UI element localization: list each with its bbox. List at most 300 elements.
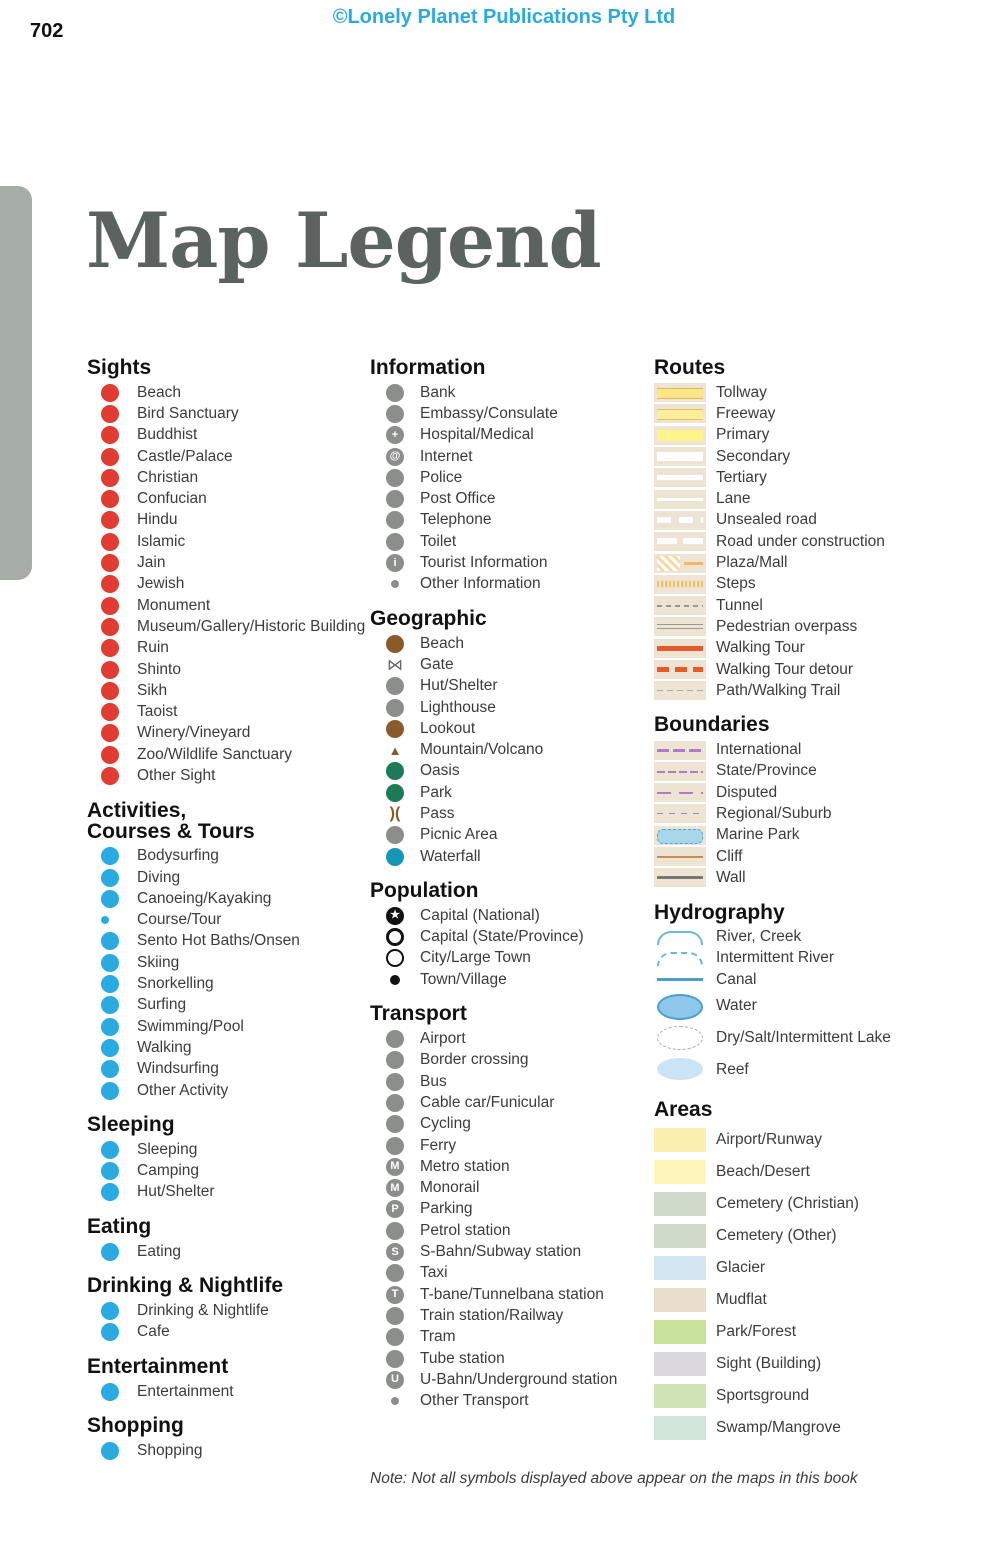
- legend-label: Petrol station: [420, 1221, 511, 1239]
- legend-label: Cemetery (Christian): [716, 1195, 859, 1213]
- other-sight-icon: [87, 767, 137, 785]
- legend-item-ruin: [87, 638, 372, 659]
- legend-item-dry-salt-intermittent-lake: [654, 1022, 939, 1054]
- jain-icon: [87, 554, 137, 572]
- section-heading-activities: [87, 797, 372, 846]
- petrol-station-icon: [370, 1222, 420, 1240]
- legend-label: Park/Forest: [716, 1323, 797, 1341]
- legend-label: Toilet: [420, 532, 457, 550]
- section-heading-text: Shopping: [87, 1414, 184, 1438]
- legend-label: Regional/Suburb: [716, 804, 832, 822]
- legend-label: Capital (State/Province): [420, 928, 584, 946]
- legend-item-zoo-wildlife-sanctuary: [87, 744, 372, 765]
- legend-label: Cliff: [716, 847, 743, 865]
- legend-item-glacier: [654, 1252, 939, 1284]
- legend-label: Hindu: [137, 511, 178, 529]
- police-icon: [370, 469, 420, 487]
- unsealed-road-swatch: [654, 511, 706, 530]
- legend-label: Marine Park: [716, 826, 800, 844]
- legend-label: Swimming/Pool: [137, 1017, 244, 1035]
- legend-item-snorkelling: [87, 973, 372, 994]
- legend-item-shinto: [87, 659, 372, 680]
- bird-sanctuary-icon: [87, 405, 137, 423]
- section-heading-text: Information: [370, 356, 486, 379]
- legend-label: U-Bahn/Underground station: [420, 1370, 618, 1388]
- legend-label: Winery/Vineyard: [137, 724, 251, 742]
- legend-label: Hut/Shelter: [420, 677, 498, 695]
- legend-label: Taoist: [137, 703, 178, 721]
- legend-label: Embassy/Consulate: [420, 404, 558, 422]
- legend-item-diving: [87, 867, 372, 888]
- legend-label: Islamic: [137, 532, 186, 550]
- legend-item-bank: [370, 382, 655, 403]
- bank-icon: [370, 384, 420, 402]
- legend-label: Eating: [137, 1242, 181, 1260]
- monorail-icon: M: [370, 1179, 420, 1197]
- metro-station-icon: M: [370, 1158, 420, 1176]
- side-tab: [0, 186, 32, 580]
- legend-item-other-activity: [87, 1080, 372, 1101]
- section-heading-drinking-nightlife: [87, 1272, 372, 1300]
- sento-hot-baths-onsen-icon: [87, 932, 137, 950]
- legend-label: Picnic Area: [420, 826, 498, 844]
- diving-icon: [87, 869, 137, 887]
- section-heading-boundaries: [654, 711, 939, 739]
- airport-runway-swatch: [654, 1128, 706, 1152]
- legend-label: Skiing: [137, 953, 180, 971]
- section-heading-text: Entertainment: [87, 1354, 229, 1378]
- legend-item-walking: [87, 1037, 372, 1058]
- legend-label: Airport: [420, 1030, 466, 1048]
- toilet-icon: [370, 533, 420, 551]
- legend-label: Bus: [420, 1072, 447, 1090]
- legend-item-hindu: [87, 510, 372, 531]
- legend-label: Glacier: [716, 1259, 766, 1277]
- buddhist-icon: [87, 426, 137, 444]
- legend-label: Steps: [716, 575, 756, 593]
- legend-item-ferry: [370, 1135, 655, 1156]
- legend-item-steps: [654, 574, 939, 595]
- sleeping-icon: [87, 1141, 137, 1159]
- legend-item-canoeing-kayaking: [87, 888, 372, 909]
- legend-item-u-bahn-underground-station: [370, 1369, 655, 1390]
- section-heading-text: Areas: [654, 1098, 713, 1122]
- legend-label: Other Transport: [420, 1392, 529, 1410]
- monument-icon: [87, 597, 137, 615]
- legend-item-town-village: [370, 969, 655, 990]
- legend-label: Gate: [420, 655, 454, 673]
- legend-item-beach-desert: [654, 1156, 939, 1188]
- legend-label: Tunnel: [716, 596, 763, 614]
- zoo-wildlife-sanctuary-icon: [87, 746, 137, 764]
- legend-item-lane: [654, 488, 939, 509]
- legend-label: Waterfall: [420, 847, 481, 865]
- copyright-notice: ©Lonely Planet Publications Pty Ltd: [332, 6, 676, 28]
- lane-swatch: [654, 490, 706, 509]
- section-heading-text: Sights: [87, 356, 152, 379]
- legend-item-water: [654, 990, 939, 1022]
- legend-label: Bodysurfing: [137, 847, 219, 865]
- u-bahn-underground-station-icon: U: [370, 1371, 420, 1389]
- legend-label: Drinking & Nightlife: [137, 1302, 269, 1320]
- hindu-icon: [87, 511, 137, 529]
- legend-item-museum-gallery-historic-building: [87, 616, 372, 637]
- legend-item-capital-national: [370, 905, 655, 926]
- waterfall-icon: [370, 848, 420, 866]
- section-heading-text: Population: [370, 879, 479, 903]
- museum-gallery-historic-building-icon: [87, 618, 137, 636]
- legend-label: Lane: [716, 490, 751, 508]
- shinto-icon: [87, 661, 137, 679]
- legend-label: Bank: [420, 383, 456, 401]
- legend-item-entertainment: [87, 1381, 372, 1402]
- legend-label: Other Information: [420, 575, 541, 593]
- footnote: Note: Not all symbols displayed above appear on the maps in this book: [370, 1470, 858, 1487]
- section-heading-text: Routes: [654, 356, 726, 379]
- marine-park-swatch: [654, 826, 706, 845]
- legend-label: Shinto: [137, 660, 181, 678]
- canal-swatch: [654, 970, 706, 989]
- international-swatch: [654, 741, 706, 760]
- legend-item-state-province: [654, 761, 939, 782]
- gate-icon: ⋈: [387, 656, 403, 674]
- legend-item-police: [370, 467, 655, 488]
- legend-item-eating: [87, 1241, 372, 1262]
- legend-label: Monument: [137, 596, 211, 614]
- steps-swatch: [654, 575, 706, 594]
- legend-item-lookout: [370, 718, 655, 739]
- telephone-icon: [370, 511, 420, 529]
- legend-label: Castle/Palace: [137, 447, 233, 465]
- legend-column-2: [370, 354, 655, 1412]
- legend-label: Intermittent River: [716, 949, 835, 967]
- legend-label: Cable car/Funicular: [420, 1093, 555, 1111]
- section-heading-sights: [87, 354, 372, 382]
- legend-item-t-bane-tunnelbana-station: [370, 1284, 655, 1305]
- legend-label: Zoo/Wildlife Sanctuary: [137, 745, 293, 763]
- legend-label: Other Sight: [137, 766, 216, 784]
- legend-label: City/Large Town: [420, 949, 531, 967]
- legend-label: Cemetery (Other): [716, 1227, 837, 1245]
- legend-item-pedestrian-overpass: [654, 616, 939, 637]
- legend-item-sportsground: [654, 1380, 939, 1412]
- section-heading-text: Transport: [370, 1002, 467, 1026]
- legend-label: Town/Village: [420, 970, 507, 988]
- legend-item-islamic: [87, 531, 372, 552]
- legend-item-cycling: [370, 1114, 655, 1135]
- legend-item-airport: [370, 1028, 655, 1049]
- legend-item-taxi: [370, 1263, 655, 1284]
- dry-salt-intermittent-lake-swatch: [654, 1024, 706, 1052]
- legend-label: Border crossing: [420, 1051, 529, 1069]
- sikh-icon: [87, 682, 137, 700]
- legend-label: Taxi: [420, 1264, 448, 1282]
- legend-column-1: [87, 354, 372, 1462]
- legend-item-swamp-mangrove: [654, 1412, 939, 1444]
- legend-item-gate: [370, 654, 655, 675]
- legend-item-hut-shelter: [87, 1182, 372, 1203]
- legend-item-cemetery-other: [654, 1220, 939, 1252]
- legend-label: Camping: [137, 1162, 200, 1180]
- legend-item-surfing: [87, 995, 372, 1016]
- legend-item-taoist: [87, 701, 372, 722]
- legend-label: Surfing: [137, 996, 187, 1014]
- legend-label: Ruin: [137, 639, 169, 657]
- tunnel-swatch: [654, 596, 706, 615]
- legend-label: Unsealed road: [716, 511, 817, 529]
- park-forest-swatch: [654, 1320, 706, 1344]
- legend-item-tram: [370, 1327, 655, 1348]
- canoeing-kayaking-icon: [87, 890, 137, 908]
- section-heading-text: Boundaries: [654, 713, 770, 737]
- legend-item-border-crossing: [370, 1050, 655, 1071]
- legend-item-cable-car-funicular: [370, 1092, 655, 1113]
- legend-label: Airport/Runway: [716, 1131, 822, 1149]
- section-heading-sleeping: [87, 1111, 372, 1139]
- glacier-swatch: [654, 1256, 706, 1280]
- legend-item-cafe: [87, 1322, 372, 1343]
- legend-item-windsurfing: [87, 1059, 372, 1080]
- legend-label: Other Activity: [137, 1081, 229, 1099]
- legend-label: Sight (Building): [716, 1355, 822, 1373]
- legend-item-sleeping: [87, 1139, 372, 1160]
- tollway-swatch: [654, 383, 706, 402]
- legend-label: Lookout: [420, 719, 476, 737]
- state-province-swatch: [654, 762, 706, 781]
- legend-label: Christian: [137, 468, 199, 486]
- legend-label: Jain: [137, 554, 166, 572]
- legend-item-other-information: [370, 574, 655, 595]
- legend-item-tunnel: [654, 595, 939, 616]
- hut-shelter-icon: [87, 1183, 137, 1201]
- legend-item-mountain-volcano: [370, 739, 655, 760]
- legend-label: Bird Sanctuary: [137, 404, 239, 422]
- section-heading-areas: [654, 1096, 939, 1124]
- legend-label: Swamp/Mangrove: [716, 1419, 841, 1437]
- legend-label: Hut/Shelter: [137, 1183, 215, 1201]
- other-information-icon: [370, 580, 420, 588]
- legend-item-primary: [654, 425, 939, 446]
- legend-item-hut-shelter: [370, 676, 655, 697]
- section-heading-eating: [87, 1213, 372, 1241]
- walking-icon: [87, 1039, 137, 1057]
- islamic-icon: [87, 533, 137, 551]
- beach-icon: [370, 635, 420, 653]
- city-large-town-icon: [370, 949, 420, 967]
- legend-item-other-sight: [87, 765, 372, 786]
- legend-item-confucian: [87, 488, 372, 509]
- legend-label: Tertiary: [716, 468, 767, 486]
- legend-label: International: [716, 741, 802, 759]
- legend-item-regional-suburb: [654, 803, 939, 824]
- legend-item-buddhist: [87, 425, 372, 446]
- section-heading-transport: [370, 1000, 655, 1028]
- legend-label: Cycling: [420, 1115, 471, 1133]
- legend-label: Snorkelling: [137, 975, 214, 993]
- course-tour-icon: [87, 916, 137, 924]
- legend-label: Freeway: [716, 404, 776, 422]
- section-heading-information: [370, 354, 655, 382]
- page-title: Map Legend: [86, 196, 601, 285]
- legend-label: Jewish: [137, 575, 185, 593]
- legend-item-camping: [87, 1161, 372, 1182]
- legend-item-park: [370, 782, 655, 803]
- walking-tour-swatch: [654, 639, 706, 658]
- capital-state-province-icon: [370, 928, 420, 946]
- legend-label: Walking: [137, 1038, 192, 1056]
- section-heading-text: Eating: [87, 1215, 152, 1239]
- t-bane-tunnelbana-station-icon: T: [370, 1286, 420, 1304]
- section-heading-routes: [654, 354, 939, 382]
- legend-label: Wall: [716, 868, 746, 886]
- legend-item-metro-station: [370, 1156, 655, 1177]
- legend-label: Metro station: [420, 1157, 510, 1175]
- legend-item-lighthouse: [370, 697, 655, 718]
- cycling-icon: [370, 1115, 420, 1133]
- legend-label: Shopping: [137, 1441, 203, 1459]
- legend-item-waterfall: [370, 846, 655, 867]
- s-bahn-subway-station-icon: S: [370, 1243, 420, 1261]
- legend-item-post-office: [370, 488, 655, 509]
- legend-label: Course/Tour: [137, 911, 222, 929]
- swamp-mangrove-swatch: [654, 1416, 706, 1440]
- legend-label: Police: [420, 468, 463, 486]
- legend-item-mudflat: [654, 1284, 939, 1316]
- park-icon: [370, 784, 420, 802]
- confucian-icon: [87, 490, 137, 508]
- sportsground-swatch: [654, 1384, 706, 1408]
- legend-label: Cafe: [137, 1323, 170, 1341]
- entertainment-icon: [87, 1383, 137, 1401]
- section-heading-geographic: [370, 605, 655, 633]
- legend-label: Parking: [420, 1200, 473, 1218]
- lookout-icon: [370, 720, 420, 738]
- legend-label: Beach: [420, 634, 464, 652]
- sight-building-swatch: [654, 1352, 706, 1376]
- parking-icon: P: [370, 1200, 420, 1218]
- section-heading-shopping: [87, 1412, 372, 1440]
- cable-car-funicular-icon: [370, 1094, 420, 1112]
- legend-label: Confucian: [137, 490, 207, 508]
- legend-item-walking-tour-detour: [654, 659, 939, 680]
- swimming-pool-icon: [87, 1018, 137, 1036]
- internet-icon: @: [370, 448, 420, 466]
- pass-icon: )(: [389, 804, 401, 822]
- road-under-construction-swatch: [654, 532, 706, 551]
- legend-item-other-transport: [370, 1390, 655, 1411]
- legend-label: Monorail: [420, 1179, 480, 1197]
- water-swatch: [654, 992, 706, 1020]
- legend-item-internet: [370, 446, 655, 467]
- legend-item-cliff: [654, 846, 939, 867]
- legend-item-train-station-railway: [370, 1305, 655, 1326]
- legend-label: Train station/Railway: [420, 1306, 564, 1324]
- legend-item-bus: [370, 1071, 655, 1092]
- section-heading-text-2: Courses & Tours: [87, 819, 255, 843]
- train-station-railway-icon: [370, 1307, 420, 1325]
- legend-item-pass: [370, 803, 655, 824]
- plaza-mall-swatch: [654, 554, 706, 573]
- mountain-volcano-icon: ▲: [388, 742, 402, 758]
- section-heading-hydrography: [654, 899, 939, 927]
- reef-swatch: [654, 1056, 706, 1084]
- eating-icon: [87, 1243, 137, 1261]
- legend-label: Diving: [137, 868, 181, 886]
- legend-item-christian: [87, 467, 372, 488]
- skiing-icon: [87, 954, 137, 972]
- legend-item-drinking-nightlife: [87, 1300, 372, 1321]
- section-heading-entertainment: [87, 1353, 372, 1381]
- legend-label: Museum/Gallery/Historic Building: [137, 617, 366, 635]
- legend-item-road-under-construction: [654, 531, 939, 552]
- castle-palace-icon: [87, 448, 137, 466]
- secondary-swatch: [654, 447, 706, 466]
- legend-label: Oasis: [420, 762, 460, 780]
- legend-label: Mountain/Volcano: [420, 741, 544, 759]
- post-office-icon: [370, 490, 420, 508]
- primary-swatch: [654, 426, 706, 445]
- legend-label: Canal: [716, 970, 757, 988]
- legend-column-3: [654, 354, 939, 1444]
- legend-label: Park: [420, 783, 452, 801]
- legend-label: Tollway: [716, 383, 767, 401]
- airport-icon: [370, 1030, 420, 1048]
- oasis-icon: [370, 762, 420, 780]
- legend-label: Primary: [716, 426, 770, 444]
- legend-item-hospital-medical: [370, 425, 655, 446]
- legend-item-picnic-area: [370, 825, 655, 846]
- legend-label: T-bane/Tunnelbana station: [420, 1285, 604, 1303]
- legend-item-marine-park: [654, 825, 939, 846]
- legend-item-capital-state-province: [370, 927, 655, 948]
- legend-label: Dry/Salt/Intermittent Lake: [716, 1029, 891, 1047]
- other-activity-icon: [87, 1082, 137, 1100]
- walking-tour-detour-swatch: [654, 660, 706, 679]
- river-creek-swatch: [654, 928, 706, 947]
- legend-item-disputed: [654, 782, 939, 803]
- section-heading-population: [370, 877, 655, 905]
- legend-label: Secondary: [716, 447, 791, 465]
- section-heading-text: Activities,: [87, 798, 187, 822]
- legend-item-park-forest: [654, 1316, 939, 1348]
- legend-item-petrol-station: [370, 1220, 655, 1241]
- ferry-icon: [370, 1137, 420, 1155]
- disputed-swatch: [654, 783, 706, 802]
- legend-label: Capital (National): [420, 906, 540, 924]
- legend-label: Tourist Information: [420, 554, 548, 572]
- section-heading-text: Drinking & Nightlife: [87, 1274, 283, 1298]
- legend-label: Post Office: [420, 490, 496, 508]
- legend-item-beach: [87, 382, 372, 403]
- jewish-icon: [87, 575, 137, 593]
- legend-item-jain: [87, 552, 372, 573]
- ruin-icon: [87, 639, 137, 657]
- legend-label: Plaza/Mall: [716, 554, 788, 572]
- legend-label: Disputed: [716, 783, 778, 801]
- tourist-information-icon: i: [370, 554, 420, 572]
- legend-label: Pedestrian overpass: [716, 617, 858, 635]
- legend-label: Windsurfing: [137, 1060, 219, 1078]
- legend-item-city-large-town: [370, 948, 655, 969]
- embassy-consulate-icon: [370, 405, 420, 423]
- legend-item-tube-station: [370, 1348, 655, 1369]
- capital-national-icon: ★: [370, 907, 420, 925]
- legend-item-unsealed-road: [654, 510, 939, 531]
- windsurfing-icon: [87, 1060, 137, 1078]
- tube-station-icon: [370, 1350, 420, 1368]
- legend-item-telephone: [370, 510, 655, 531]
- legend-label: Beach: [137, 383, 181, 401]
